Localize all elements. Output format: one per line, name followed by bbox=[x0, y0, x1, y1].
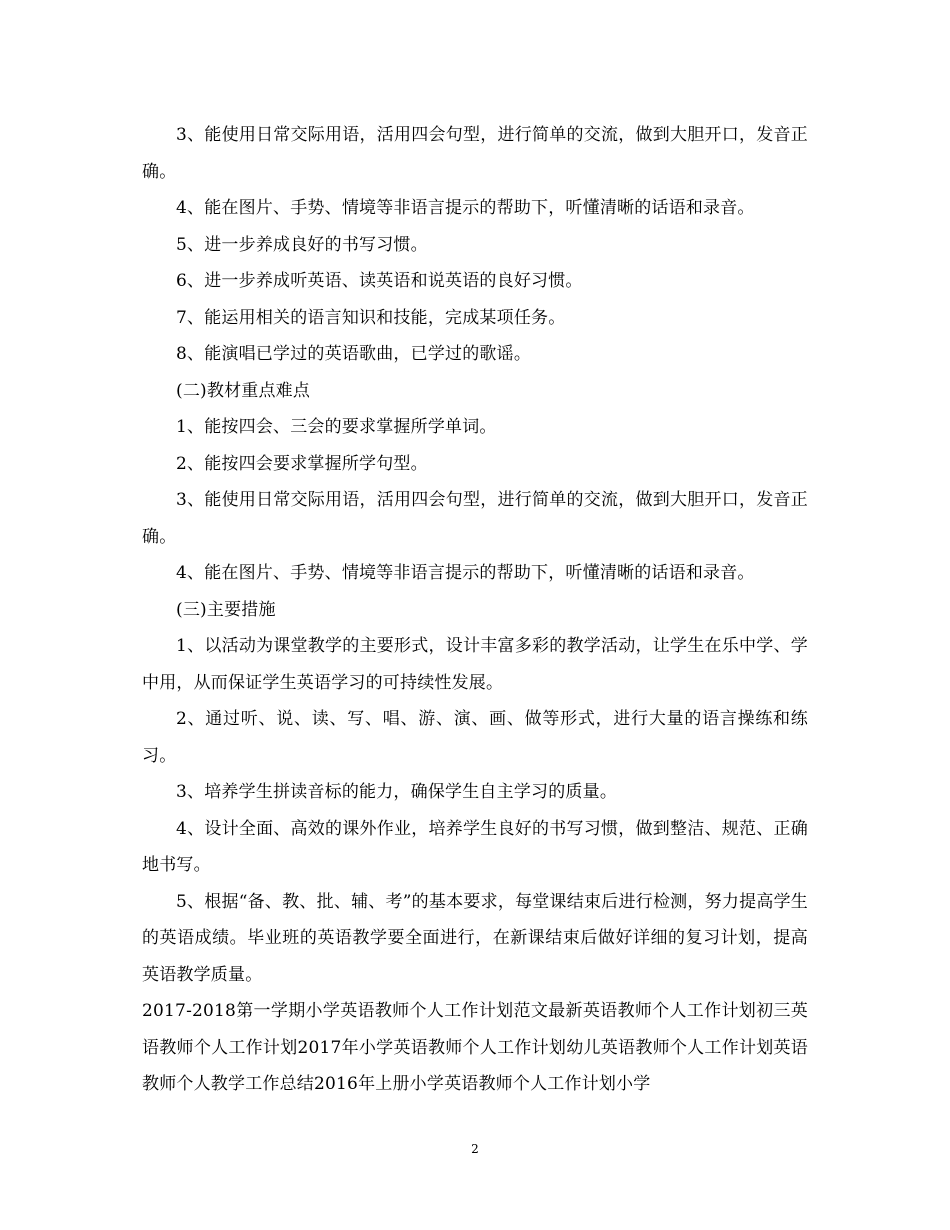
paragraph-measure-1: 1、以活动为课堂教学的主要形式，设计丰富多彩的教学活动，让学生在乐中学、学中用，从而保证学生英语学习的可持续性发展。 bbox=[142, 636, 808, 693]
section-heading-key-points: (二)教材重点难点 bbox=[176, 380, 311, 401]
paragraph-measure-3: 3、培养学生拼读音标的能力，确保学生自主学习的质量。 bbox=[176, 782, 618, 802]
paragraph-measure-2: 2、通过听、说、读、写、唱、游、演、画、做等形式，进行大量的语言操练和练习。 bbox=[142, 709, 808, 766]
document-body bbox=[142, 117, 808, 1103]
paragraph-objective-3: 3、能使用日常交际用语，活用四会句型，进行简单的交流，做到大胆开口，发音正确。 bbox=[142, 125, 808, 182]
paragraph-objective-8: 8、能演唱已学过的英语歌曲，已学过的歌谣。 bbox=[176, 344, 532, 364]
paragraph-measure-5: 5、根据“备、教、批、辅、考”的基本要求，每堂课结束后进行检测，努力提高学生的英语成绩。毕业班的英语教学要全面进行，在新课结束后做好详细的复习计划，提高英语教学质量。 bbox=[142, 891, 808, 985]
paragraph-key-point-1: 1、能按四会、三会的要求掌握所学单词。 bbox=[176, 417, 497, 437]
related-links-text: 2017-2018第一学期小学英语教师个人工作计划范文最新英语教师个人工作计划初三英语教师个人工作计划2017年小学英语教师个人工作计划幼儿英语教师个人工作计划英语教师个人教学工作总结2016年上册小学英语教师个人工作计划小学 bbox=[142, 1001, 808, 1094]
paragraph-objective-7: 7、能运用相关的语言知识和技能，完成某项任务。 bbox=[176, 307, 566, 328]
paragraph-objective-6: 6、进一步养成听英语、读英语和说英语的良好习惯。 bbox=[176, 271, 583, 291]
paragraph-key-point-2: 2、能按四会要求掌握所学句型。 bbox=[176, 453, 428, 474]
paragraph-objective-5: 5、进一步养成良好的书写习惯。 bbox=[176, 234, 428, 255]
page-number: 2 bbox=[471, 1142, 479, 1156]
paragraph-key-point-3: 3、能使用日常交际用语，活用四会句型，进行简单的交流，做到大胆开口，发音正确。 bbox=[142, 490, 808, 547]
paragraph-objective-4: 4、能在图片、手势、情境等非语言提示的帮助下，听懂清晰的话语和录音。 bbox=[176, 198, 755, 218]
paragraph-key-point-4: 4、能在图片、手势、情境等非语言提示的帮助下，听懂清晰的话语和录音。 bbox=[176, 563, 755, 583]
paragraph-measure-4: 4、设计全面、高效的课外作业，培养学生良好的书写习惯，做到整洁、规范、正确地书写。 bbox=[142, 818, 808, 875]
section-heading-measures: (三)主要措施 bbox=[176, 599, 276, 620]
